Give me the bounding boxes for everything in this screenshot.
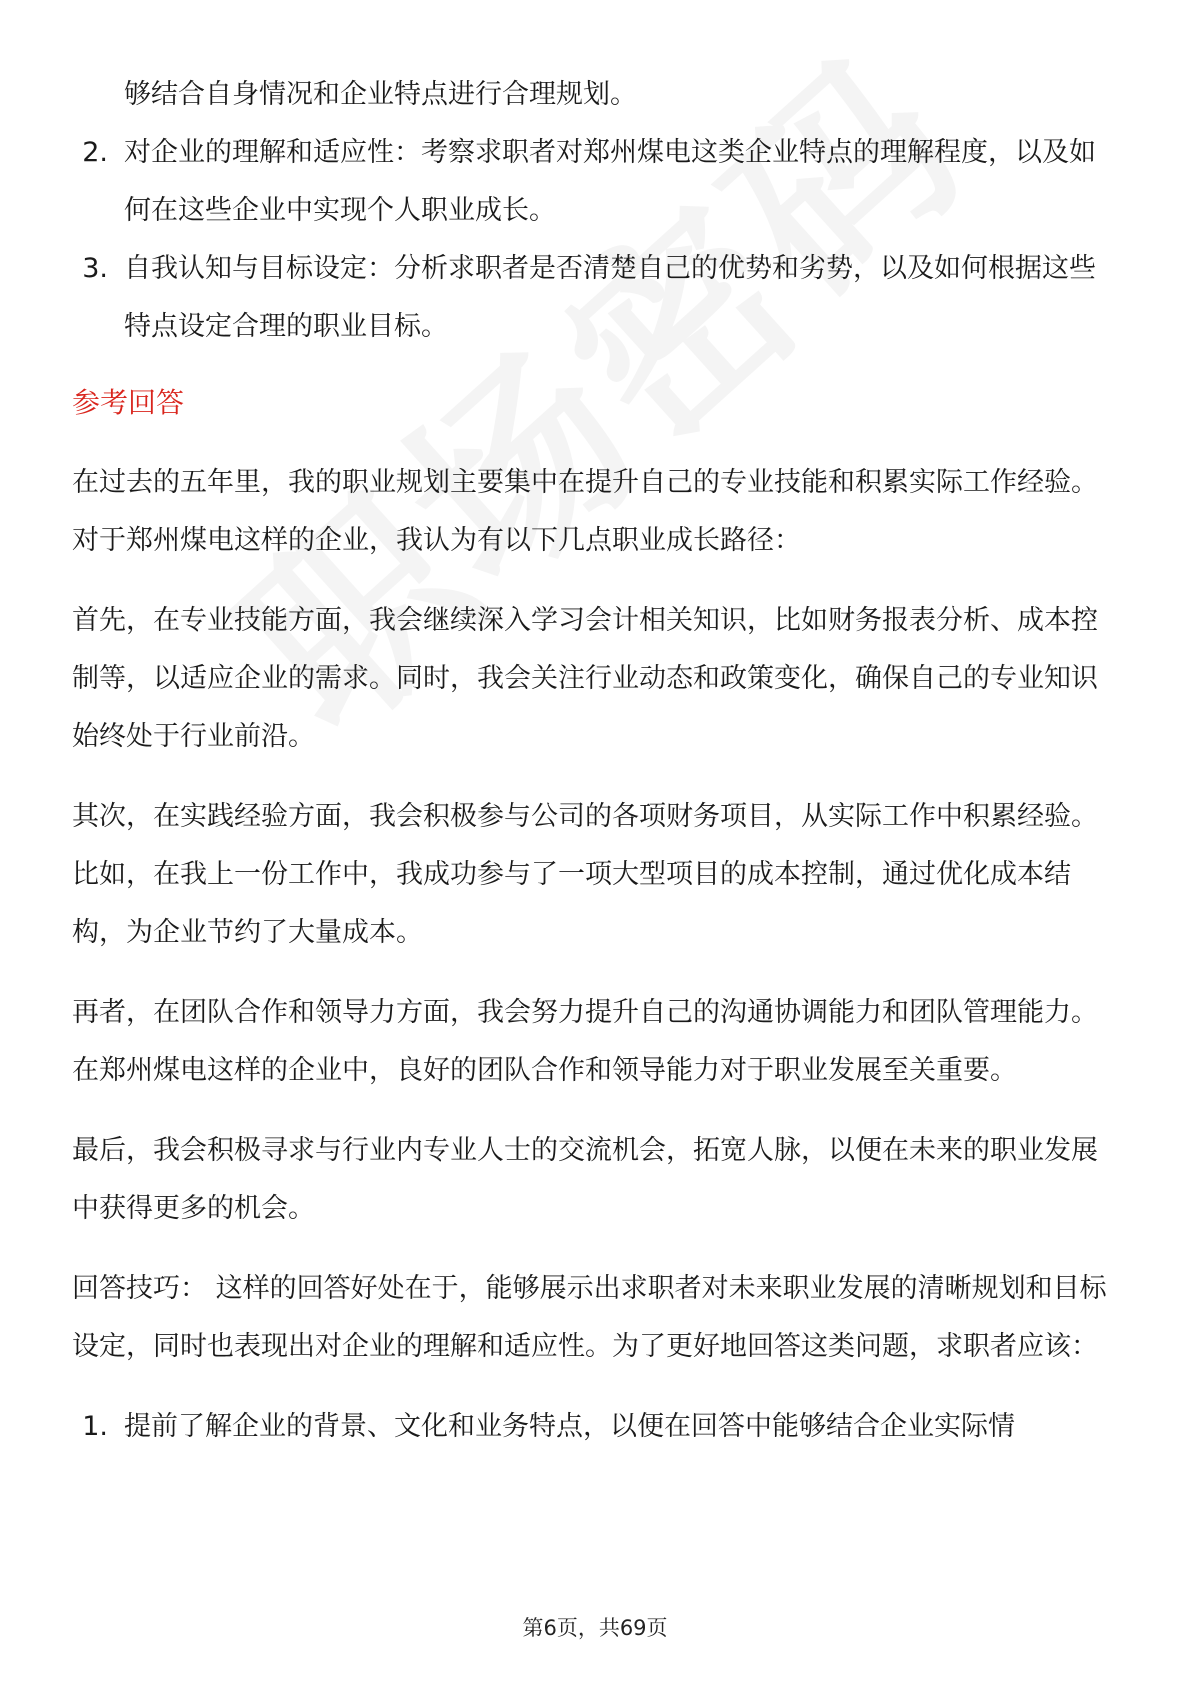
section-title: 参考回答 (72, 386, 185, 419)
tips-list (72, 1398, 1122, 1456)
list-item (72, 240, 1122, 356)
paragraph: 回答技巧： 这样的回答好处在于，能够展示出求职者对未来职业发展的清晰规划和目标设定，同时也表现出对企业的理解和适应性。为了更好地回答这类问题，求职者应该： (72, 1273, 1107, 1362)
list-number: 3. (82, 253, 108, 284)
paragraph: 首先，在专业技能方面，我会继续深入学习会计相关知识，比如财务报表分析、成本控制等，以适应企业的需求。同时，我会关注行业动态和政策变化，确保自己的专业知识始终处于行业前沿。 (72, 605, 1098, 752)
continuation-line: 够结合自身情况和企业特点进行合理规划。 (124, 79, 637, 110)
criteria-list (72, 124, 1122, 356)
list-text: 自我认知与目标设定：分析求职者是否清楚自己的优势和劣势，以及如何根据这些特点设定合理的职业目标。 (124, 253, 1096, 342)
page-number: 第6页，共69页 (522, 1616, 668, 1640)
list-text: 对企业的理解和适应性：考察求职者对郑州煤电这类企业特点的理解程度，以及如何在这些企业中实现个人职业成长。 (124, 137, 1096, 226)
list-item (72, 1398, 1122, 1456)
list-number: 1. (82, 1411, 108, 1442)
document-body (72, 66, 1122, 1456)
paragraph: 最后，我会积极寻求与行业内专业人士的交流机会，拓宽人脉，以便在未来的职业发展中获得更多的机会。 (72, 1135, 1098, 1224)
paragraph: 其次，在实践经验方面，我会积极参与公司的各项财务项目，从实际工作中积累经验。比如，在我上一份工作中，我成功参与了一项大型项目的成本控制，通过优化成本结构，为企业节约了大量成本。 (72, 801, 1098, 948)
list-text: 提前了解企业的背景、文化和业务特点，以便在回答中能够结合企业实际情 (124, 1411, 1015, 1442)
list-item (72, 124, 1122, 240)
list-number: 2. (82, 137, 108, 168)
paragraph: 在过去的五年里，我的职业规划主要集中在提升自己的专业技能和积累实际工作经验。对于郑州煤电这样的企业，我认为有以下几点职业成长路径： (72, 467, 1098, 556)
paragraph: 再者，在团队合作和领导力方面，我会努力提升自己的沟通协调能力和团队管理能力。在郑州煤电这样的企业中，良好的团队合作和领导能力对于职业发展至关重要。 (72, 997, 1098, 1086)
